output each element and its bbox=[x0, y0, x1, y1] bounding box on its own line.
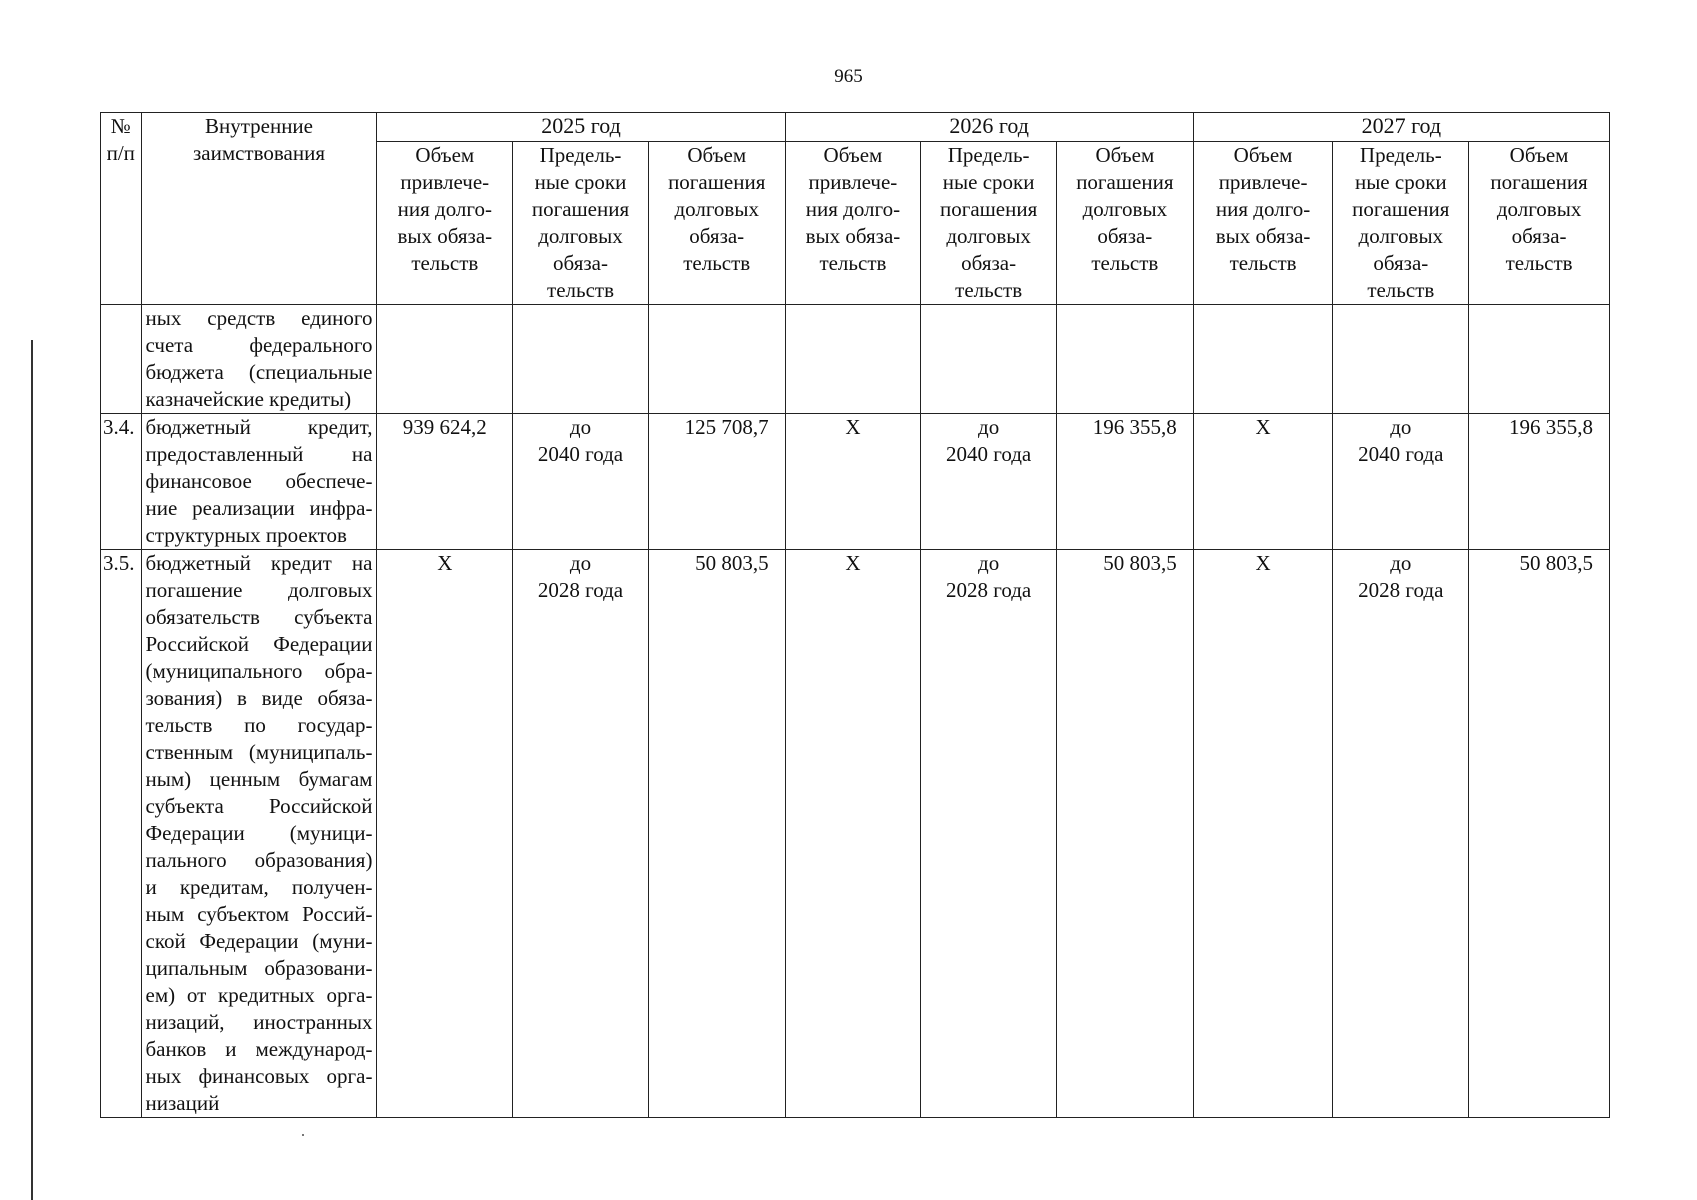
attraction-volume-cell: X bbox=[785, 550, 921, 1118]
subheader-repayment bbox=[1469, 142, 1610, 305]
subheader-line: долговых bbox=[1358, 224, 1444, 248]
subheader-line: ния долго- bbox=[805, 197, 901, 221]
name-header-line: Внутренние bbox=[204, 114, 313, 138]
subheader-line: ные сроки bbox=[1354, 170, 1447, 194]
repayment-volume-cell: 125 708,7 bbox=[648, 414, 785, 550]
row-name-line: и кредитам, получен- bbox=[145, 875, 373, 899]
subheader-line: вых обяза- bbox=[1215, 224, 1311, 248]
subheader-line: тельств bbox=[411, 251, 479, 275]
row-name-line: ственным (муниципаль- bbox=[145, 740, 373, 764]
num-header-line: п/п bbox=[106, 141, 135, 165]
row-name-line: казначейские кредиты) bbox=[145, 387, 352, 411]
term-line: 2040 года bbox=[537, 442, 624, 466]
subheader-line: вых обяза- bbox=[397, 224, 493, 248]
subheader-line: обяза- bbox=[1373, 251, 1429, 275]
subheader-line: тельств bbox=[955, 278, 1023, 302]
subheader-line: тельств bbox=[1367, 278, 1435, 302]
repayment-volume-cell bbox=[1469, 305, 1610, 414]
repayment-volume-cell: 50 803,5 bbox=[1056, 550, 1193, 1118]
row-name-line: бюджета (специальные bbox=[145, 360, 373, 384]
subheader-line: Объем bbox=[1509, 143, 1569, 167]
repayment-term-cell bbox=[921, 550, 1057, 1118]
subheader-line: погашения bbox=[668, 170, 766, 194]
row-name-line: ным) ценным бумагам bbox=[145, 767, 373, 791]
subheader-line: ные сроки bbox=[534, 170, 627, 194]
subheader-term bbox=[921, 142, 1057, 305]
row-number: 3.4. bbox=[101, 414, 142, 550]
subheader-line: обяза- bbox=[1511, 224, 1567, 248]
year-header-2026: 2026 год bbox=[785, 113, 1193, 142]
repayment-term-cell bbox=[513, 550, 649, 1118]
subheader-repayment bbox=[648, 142, 785, 305]
row-name-line: счета федерального bbox=[145, 333, 373, 357]
row-name bbox=[141, 414, 377, 550]
subheader-line: привлече- bbox=[400, 170, 490, 194]
subheader-term bbox=[1333, 142, 1469, 305]
attraction-volume-cell bbox=[377, 305, 513, 414]
row-name-line: низаций bbox=[145, 1091, 220, 1115]
row-name-line: (муниципального обра- bbox=[145, 659, 373, 683]
attraction-volume-cell: 939 624,2 bbox=[377, 414, 513, 550]
subheader-attraction bbox=[377, 142, 513, 305]
attraction-volume-cell bbox=[785, 305, 921, 414]
subheader-line: привлече- bbox=[1218, 170, 1308, 194]
repayment-volume-cell bbox=[1056, 305, 1193, 414]
subheader-line: долговых bbox=[674, 197, 759, 221]
term-line: 2040 года bbox=[946, 442, 1032, 466]
row-name-line: Федерации (муници- bbox=[145, 821, 373, 845]
term-line: до bbox=[569, 551, 592, 575]
scan-edge-line bbox=[31, 340, 33, 1200]
year-header-2027: 2027 год bbox=[1193, 113, 1609, 142]
subheader-line: Предель- bbox=[539, 143, 622, 167]
row-name-line: банков и международ- bbox=[145, 1037, 373, 1061]
subheader-line: долговых bbox=[946, 224, 1031, 248]
row-name-line: низаций, иностранных bbox=[145, 1010, 373, 1034]
repayment-volume-cell: 196 355,8 bbox=[1056, 414, 1193, 550]
row-name-line: структурных проектов bbox=[145, 523, 347, 547]
subheader-line: ные сроки bbox=[942, 170, 1035, 194]
repayment-term-cell bbox=[1333, 550, 1469, 1118]
row-name-line: ципальным образовани- bbox=[145, 956, 373, 980]
subheader-line: погашения bbox=[1490, 170, 1588, 194]
header-row-years bbox=[101, 113, 1610, 142]
name-column-header bbox=[141, 113, 377, 305]
repayment-term-cell bbox=[921, 305, 1057, 414]
repayment-term-cell bbox=[921, 414, 1057, 550]
scan-speck bbox=[302, 1134, 304, 1136]
num-header-line: № bbox=[110, 114, 131, 138]
row-name-line: ние реализации инфра- bbox=[145, 496, 373, 520]
attraction-volume-cell: X bbox=[377, 550, 513, 1118]
subheader-line: долговых bbox=[1082, 197, 1168, 221]
subheader-line: погашения bbox=[1076, 170, 1174, 194]
page-number: 965 bbox=[834, 66, 863, 87]
subheader-line: тельств bbox=[1229, 251, 1297, 275]
subheader-line: Объем bbox=[1095, 143, 1155, 167]
subheader-line: Объем bbox=[1233, 143, 1293, 167]
subheader-line: вых обяза- bbox=[805, 224, 901, 248]
subheader-line: обяза- bbox=[553, 251, 608, 275]
subheader-line: обяза- bbox=[1097, 224, 1153, 248]
subheader-line: Объем bbox=[823, 143, 883, 167]
subheader-line: Предель- bbox=[1359, 143, 1442, 167]
repayment-term-cell bbox=[513, 414, 649, 550]
subheader-line: долговых bbox=[538, 224, 623, 248]
subheader-term bbox=[513, 142, 649, 305]
table-row bbox=[101, 414, 1610, 550]
row-number: 3.5. bbox=[101, 550, 142, 1118]
subheader-line: погашения bbox=[939, 197, 1038, 221]
term-line: до bbox=[978, 415, 1000, 439]
subheader-line: тельств bbox=[547, 278, 614, 302]
row-name-line: пального образования) bbox=[145, 848, 373, 872]
row-name-line: ской Федерации (муни- bbox=[145, 929, 373, 953]
subheader-attraction bbox=[1193, 142, 1333, 305]
subheader-line: обяза- bbox=[689, 224, 745, 248]
subheader-line: Предель- bbox=[947, 143, 1030, 167]
repayment-volume-cell: 50 803,5 bbox=[1469, 550, 1610, 1118]
subheader-line: ния долго- bbox=[1215, 197, 1311, 221]
row-name-line: бюджетный кредит на bbox=[145, 551, 373, 575]
term-line: 2040 года bbox=[1358, 442, 1444, 466]
name-header-line: заимствования bbox=[192, 141, 325, 165]
term-line: до bbox=[569, 415, 592, 439]
term-line: 2028 года bbox=[537, 578, 624, 602]
term-line: до bbox=[978, 551, 1000, 575]
repayment-term-cell bbox=[513, 305, 649, 414]
term-line: 2028 года bbox=[946, 578, 1032, 602]
attraction-volume-cell bbox=[1193, 305, 1333, 414]
subheader-line: погашения bbox=[1352, 197, 1450, 221]
subheader-line: тельств bbox=[1091, 251, 1159, 275]
subheader-line: погашения bbox=[531, 197, 630, 221]
row-name-line: бюджетный кредит, bbox=[145, 415, 373, 439]
subheader-line: долговых bbox=[1496, 197, 1582, 221]
row-name-line: финансовое обеспече- bbox=[145, 469, 373, 493]
row-name-line: зования) в виде обяза- bbox=[145, 686, 373, 710]
row-name-line: ных финансовых орга- bbox=[145, 1064, 373, 1088]
row-name-line: предоставленный на bbox=[145, 442, 373, 466]
row-name-line: ных средств единого bbox=[145, 306, 373, 330]
num-column-header bbox=[101, 113, 142, 305]
term-line: 2028 года bbox=[1358, 578, 1444, 602]
repayment-volume-cell bbox=[648, 305, 785, 414]
row-name-line: погашение долговых bbox=[145, 578, 373, 602]
attraction-volume-cell: X bbox=[1193, 550, 1333, 1118]
term-line: до bbox=[1390, 415, 1412, 439]
table-row bbox=[101, 305, 1610, 414]
subheader-line: привлече- bbox=[808, 170, 898, 194]
subheader-line: тельств bbox=[819, 251, 887, 275]
repayment-term-cell bbox=[1333, 305, 1469, 414]
attraction-volume-cell: X bbox=[785, 414, 921, 550]
row-name-line: обязательств субъекта bbox=[145, 605, 373, 629]
row-name-line: ным субъектом Россий- bbox=[145, 902, 373, 926]
repayment-volume-cell: 50 803,5 bbox=[648, 550, 785, 1118]
borrowings-table bbox=[100, 112, 1610, 1118]
term-line: до bbox=[1390, 551, 1412, 575]
year-header-2025: 2025 год bbox=[377, 113, 785, 142]
subheader-attraction bbox=[785, 142, 921, 305]
row-name-line: тельств по государ- bbox=[145, 713, 373, 737]
attraction-volume-cell: X bbox=[1193, 414, 1333, 550]
table-body bbox=[101, 305, 1610, 1118]
subheader-line: Объем bbox=[415, 143, 475, 167]
repayment-term-cell bbox=[1333, 414, 1469, 550]
row-name-line: ем) от кредитных орга- bbox=[145, 983, 373, 1007]
row-name-line: Российской Федерации bbox=[145, 632, 373, 656]
subheader-line: тельств bbox=[683, 251, 751, 275]
row-name-line: субъекта Российской bbox=[145, 794, 373, 818]
subheader-line: ния долго- bbox=[397, 197, 492, 221]
row-number bbox=[101, 305, 142, 414]
subheader-repayment bbox=[1056, 142, 1193, 305]
repayment-volume-cell: 196 355,8 bbox=[1469, 414, 1610, 550]
subheader-line: тельств bbox=[1505, 251, 1573, 275]
table-row bbox=[101, 550, 1610, 1118]
row-name bbox=[141, 305, 377, 414]
row-name bbox=[141, 550, 377, 1118]
subheader-line: Объем bbox=[687, 143, 747, 167]
subheader-line: обяза- bbox=[961, 251, 1017, 275]
